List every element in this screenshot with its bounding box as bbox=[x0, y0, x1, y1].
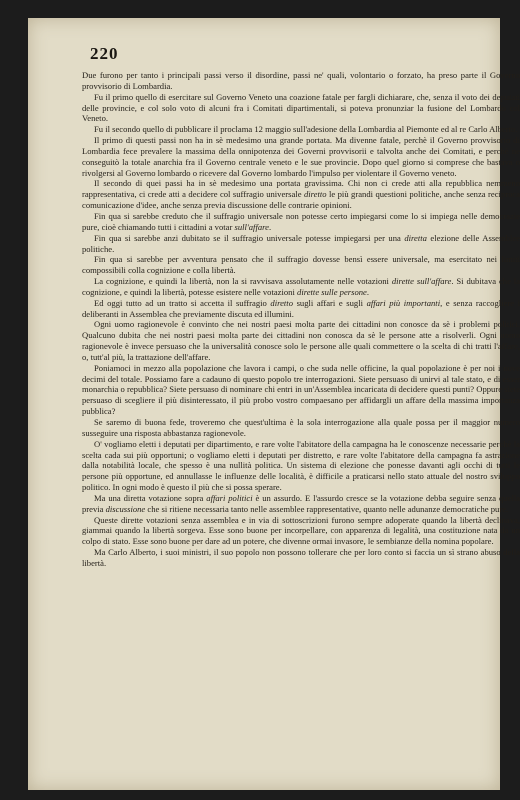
page-body-text bbox=[82, 70, 520, 569]
text-run: Fu il secondo quello di pubblicare il proclama 12 maggio sull'adesione della Lombardia al Piemonte ed al re Carlo Alberto. bbox=[94, 124, 518, 135]
text-run: Ogni uomo ragionevole è convinto che nei nostri paesi molta parte dei cittadini non conosce da sè i problemi politici. Qualcuno dubita che nei nostri paesi molta parte dei cittadini non conosca da sè le persone atte a risolverli. Ogni uomo ragionevole è invece persuaso che la universalità conosce solo le persone alle quali commettere o la scelta di chi tratti l'affare, o, tutt'al più, la trattazione dell'affare. bbox=[82, 319, 520, 362]
paragraph bbox=[82, 276, 520, 298]
book-page bbox=[28, 18, 520, 790]
paragraph bbox=[82, 135, 520, 178]
page-number: 220 bbox=[90, 44, 119, 63]
text-run: O' vogliamo eletti i deputati per dipartimento, e rare volte l'abitatore della campagna ha le conoscenze necessarie perchè la scelta cada sui più opportuni; o vogliamo eletti i deputati per distretto, e rare volte l'abitatore della campagna fa astrazione dalla notabilità locale, che spesso è una nullità politica. Un sistema di elezione che ponesse davanti agli occhi di tutti le persone più opportune, ed annullasse le influenze delle località, è difficile a praticarsi nello stato attuale del nostro sviluppo politico. In ogni modo è questo il più che si possa sperare. bbox=[82, 438, 520, 493]
italic-text: sull'affare bbox=[234, 221, 269, 232]
italic-text: dirette sulle persone bbox=[297, 286, 367, 297]
text-run: Ma Carlo Alberto, i suoi ministri, il suo popolo non possono tollerare che per loro conto si faccia un sì strano abuso della libertà. bbox=[82, 547, 520, 568]
paragraph bbox=[82, 298, 520, 320]
text-run: Se saremo di buona fede, troveremo che quest'ultima è la sola interrogazione alla quale possa per il maggior numero susseguire una risposta abbastanza ragionevole. bbox=[82, 417, 520, 438]
italic-text: discussione bbox=[105, 503, 146, 514]
text-run: che si ritiene necessaria tanto nelle assemblee rappresentative, quanto nelle adunanze democratiche pure. bbox=[145, 503, 509, 514]
paragraph bbox=[82, 417, 520, 439]
italic-text: affari politici bbox=[206, 492, 253, 503]
text-run: sugli affari e sugli bbox=[293, 297, 367, 308]
paragraph bbox=[82, 211, 520, 233]
paragraph bbox=[82, 233, 520, 255]
paragraph bbox=[82, 70, 520, 92]
paragraph bbox=[82, 493, 520, 515]
italic-text: dirette sull'affare bbox=[391, 276, 452, 287]
text-run: La cognizione, e quindi la libertà, non la si ravvisava assolutamente nelle votazioni bbox=[94, 276, 392, 287]
text-run: Fin qua si sarebbe anzi dubitato se il suffragio universale potesse impiegarsi per una bbox=[94, 232, 405, 243]
paragraph bbox=[82, 92, 520, 125]
italic-text: diretto bbox=[303, 189, 327, 200]
paragraph bbox=[82, 319, 520, 362]
paragraph bbox=[82, 547, 520, 569]
paragraph bbox=[82, 363, 520, 417]
text-run: Queste dirette votazioni senza assemblea e in via di sottoscrizioni furono sempre adoperate quando la libertà declinava, giammai quando la libertà sorgeva. Esse sono buone per incorpellare, con apparenza di legalità, una costituzione nata da un colpo di stato. Esse sono buone per dare ad un potere, che divenne ormai invasore, le sembianze della nomina popolare. bbox=[82, 514, 520, 547]
text-run: Fin qua si sarebbe creduto che il suffragio universale non potesse certo impiegarsi come lo si impiega nelle democrazie pure, cioè chiamando tutti i cittadini a votar bbox=[82, 210, 520, 232]
text-run: Il secondo di quei passi ha in sè medesimo una portata gravissima. Chi non ci crede atti alla repubblica nemmeno rappresentativa, ci crede atti a decidere col suffragio universale bbox=[82, 178, 520, 200]
text-run: Ed oggi tutto ad un tratto si accetta il suffragio bbox=[94, 297, 271, 308]
text-run: Fin qua si sarebbe per avventura pensato che il suffragio dovesse bensì essere universale, ma esercitato nei limiti compossibili colla cognizione e colla libertà. bbox=[82, 254, 520, 276]
text-run: , e senza raccogliere i deliberanti in Assemblea che previamente discuta ed illumini. bbox=[82, 297, 520, 319]
text-run: è un assurdo. E l'assurdo cresce se la votazione debba seguire senza quella previa bbox=[82, 492, 520, 514]
paragraph bbox=[82, 515, 520, 548]
text-run: Ma una diretta votazione sopra bbox=[94, 492, 207, 503]
text-run: Poniamoci in mezzo alla popolazione che lavora i campi, o che suda nelle officine, la qual popolazione è per noi i nove decimi del totale. Possiamo fare a cadauno di questo popolo tre interrogazioni. Siete persuaso di unirvi al tale stato, e di esser monarchia o repubblica? Siete persuaso di nominare chi entri in un'Assemblea incaricata di decidere questi punti? Oppure siete persuaso di scegliere il più disinteressato, il più probo vostro compaesano per affidargli un affare della massima importanza pubblica? bbox=[82, 362, 520, 417]
paragraph bbox=[82, 124, 520, 135]
italic-text: diretto bbox=[270, 297, 293, 308]
text-run: . bbox=[268, 221, 272, 232]
text-run: le più grandi questioni politiche, anche senza reciproca comunicazione d'idee, anche senza previa discussione delle contrarie opinioni. bbox=[82, 189, 520, 211]
paragraph bbox=[82, 439, 520, 493]
italic-text: affari più importanti bbox=[366, 297, 441, 308]
text-run: Fu il primo quello di esercitare sul Governo Veneto una coazione fatale per fargli dichiarare, che, senza il voto dei deputati delle provincie, e col solo voto di alcuni fra i Comitati dipartimentali, si poteva pronunziar la fusione del Lombardo col Veneto. bbox=[82, 91, 520, 124]
paragraph bbox=[82, 254, 520, 276]
text-run: Il primo di questi passi non ha in sè medesimo una grande portata. Ma divenne fatale, perchè il Governo provvisorio di Lombardia fece prevalere la massima della onnipotenza dei Governi provvisorii e talvolta anche dei Comitati, e perchè ne conseguitò la totale anarchia fra il Governo centrale veneto e le sue provincie. Dopo quel giorno si comprese che bastava o rivolgersi al Governo lombardo o ricevere dal Governo lombardo l'impulso per violentare il Governo veneto. bbox=[82, 135, 520, 178]
text-run: . bbox=[366, 286, 370, 297]
text-run: elezione delle Assemblee politiche. bbox=[82, 232, 520, 254]
paragraph bbox=[82, 178, 520, 211]
italic-text: diretta bbox=[404, 232, 427, 243]
text-run: . Si dubitava che la cognizione, e quindi la libertà, potesse esistere nelle votazioni bbox=[82, 276, 520, 297]
text-run: Due furono per tanto i principali passi verso il disordine, passi ne' quali, volontario o forzato, ha preso parte il Governo provvisorio di Lombardia. bbox=[82, 70, 520, 91]
